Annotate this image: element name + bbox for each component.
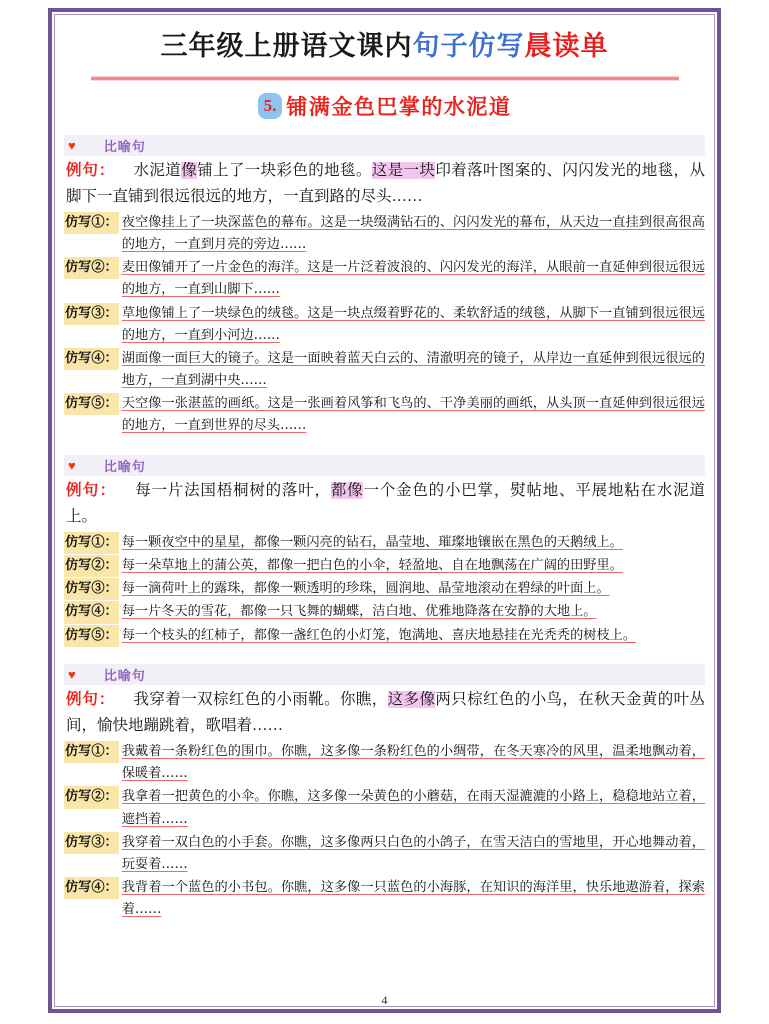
imitation-label: 仿写②： [64,257,119,279]
imitation-row [64,786,705,830]
example-label: 例句： [66,161,116,179]
imitation-text: 我背着一个蓝色的小书包。你瞧，这多像一只蓝色的小海豚，在知识的海洋里，快乐地遨游着，探索着…… [121,880,705,918]
imitation-label: 仿写①： [64,741,119,763]
imitation-label: 仿写⑤： [64,393,119,415]
section-header [64,135,705,156]
example-text: 两只棕红色的小鸟，在秋天金黄的叶丛间，愉快地蹦跳着，歌唱着…… [66,690,705,735]
example-text: 每一片法国梧桐树的落叶， [134,481,331,499]
page-content [60,18,709,1003]
imitation-label: 仿写⑤： [64,625,119,647]
imitation-text: 我拿着一把黄色的小伞。你瞧，这多像一朵黄色的小蘑菇，在雨天湿漉漉的小路上，稳稳地站立着，遮挡着…… [121,789,705,827]
imitation-row [64,393,705,437]
imitation-text: 夜空像挂上了一块深蓝色的幕布。这是一块缀满钻石的、闪闪发光的幕布，从天边一直挂到很高很高的地方，一直到月亮的旁边…… [121,214,705,252]
heart-icon: ♥ [68,137,76,153]
imitation-label: 仿写②： [64,786,119,808]
example-text: 一个金色的小巴掌，熨帖地、平展地粘在水泥道上。 [66,481,705,526]
imitation-row [64,348,705,392]
section-header [64,664,705,685]
imitation-label: 仿写④： [64,601,119,623]
heart-icon: ♥ [68,666,76,682]
imitation-row [64,601,705,623]
example-sentence [64,687,705,740]
heart-icon: ♥ [68,457,76,473]
imitation-text: 每一片冬天的雪花，都像一只飞舞的蝴蝶，洁白地、优雅地降落在安静的大地上。 [121,604,597,620]
imitation-row [64,832,705,876]
example-label: 例句： [66,690,116,708]
imitation-row [64,578,705,600]
sentence-section [64,455,705,647]
imitation-text: 天空像一张湛蓝的画纸。这是一张画着风筝和飞鸟的、干净美丽的画纸，从头顶一直延伸到很远很远的地方，一直到世界的尽头…… [121,396,705,434]
sentence-section [64,135,705,438]
imitation-label: 仿写③： [64,578,119,600]
example-text: 铺上了一块彩色的地毯。 [197,161,372,179]
example-sentence [64,478,705,531]
title-divider [91,76,679,81]
example-highlight: 都像 [330,481,364,499]
example-text: 印着落叶图案的、闪闪发光的地毯，从脚下一直铺到很远很远的地方，一直到路的尽头…… [66,161,705,206]
imitation-text: 每一颗夜空中的星星，都像一颗闪亮的钻石，晶莹地、璀璨地镶嵌在黑色的天鹅绒上。 [121,534,623,550]
example-sentence [64,158,705,211]
imitation-row [64,532,705,554]
example-highlight: 这是一块 [371,161,436,179]
imitation-row [64,741,705,785]
example-highlight: 像 [181,161,198,179]
imitation-row [64,303,705,347]
title-part-1: 三年级上册语文课内 [160,31,413,61]
example-label: 例句： [66,481,117,499]
imitation-label: 仿写①： [64,532,119,554]
imitation-row [64,257,705,301]
section-header [64,455,705,476]
imitation-text: 每一朵草地上的蒲公英，都像一把白色的小伞，轻盈地、自在地飘荡在广阔的田野里。 [121,558,623,574]
section-type-label: 比喻句 [103,139,146,155]
lesson-number-badge: 5. [258,93,283,119]
imitation-text: 我穿着一双白色的小手套。你瞧，这多像两只白色的小鸽子，在雪天洁白的雪地里，开心地舞动着，玩耍着…… [121,834,705,872]
imitation-text: 每一个枝头的红柿子，都像一盏红色的小灯笼，饱满地、喜庆地悬挂在光秃秃的树枝上。 [121,627,637,643]
section-type-label: 比喻句 [103,668,146,684]
imitation-row [64,877,705,921]
imitation-text: 我戴着一条粉红色的围巾。你瞧，这多像一条粉红色的小绸带，在冬天寒冷的风里，温柔地飘动着，保暖着…… [121,744,705,782]
example-highlight: 这多像 [387,690,436,708]
imitation-label: 仿写②： [64,555,119,577]
imitation-row [64,555,705,577]
page-number: 4 [381,993,388,1007]
imitation-text: 草地像铺上了一块绿色的绒毯。这是一块点缀着野花的、柔软舒适的绒毯，从脚下一直铺到很远很远的地方，一直到小河边…… [121,305,705,343]
lesson-heading [64,91,705,121]
imitation-text: 每一滴荷叶上的露珠，都像一颗透明的珍珠，圆润地、晶莹地滚动在碧绿的叶面上。 [121,581,610,597]
imitation-label: 仿写③： [64,303,119,325]
example-text: 水泥道 [133,161,182,179]
section-type-label: 比喻句 [103,459,146,475]
imitation-label: 仿写①： [64,212,119,234]
imitation-text: 湖面像一面巨大的镜子。这是一面映着蓝天白云的、清澈明亮的镜子，从岸边一直延伸到很远很远的地方，一直到湖中央…… [121,350,705,389]
imitation-label: 仿写③： [64,832,119,854]
imitation-row [64,625,705,647]
sections-container [64,135,705,922]
title-part-2: 句子仿写 [412,31,525,61]
imitation-label: 仿写④： [64,877,119,899]
page-title [64,26,705,67]
imitation-text: 麦田像铺开了一片金色的海洋。这是一片泛着波浪的、闪闪发光的海洋，从眼前一直延伸到很远很远的地方，一直到山脚下…… [121,260,705,298]
imitation-row [64,212,705,256]
imitation-label: 仿写④： [64,348,119,370]
example-text: 我穿着一双棕红色的小雨靴。你瞧， [133,690,388,708]
sentence-section [64,664,705,922]
lesson-title: 铺满金色巴掌的水泥道 [286,93,512,119]
title-part-3: 晨读单 [524,31,609,61]
